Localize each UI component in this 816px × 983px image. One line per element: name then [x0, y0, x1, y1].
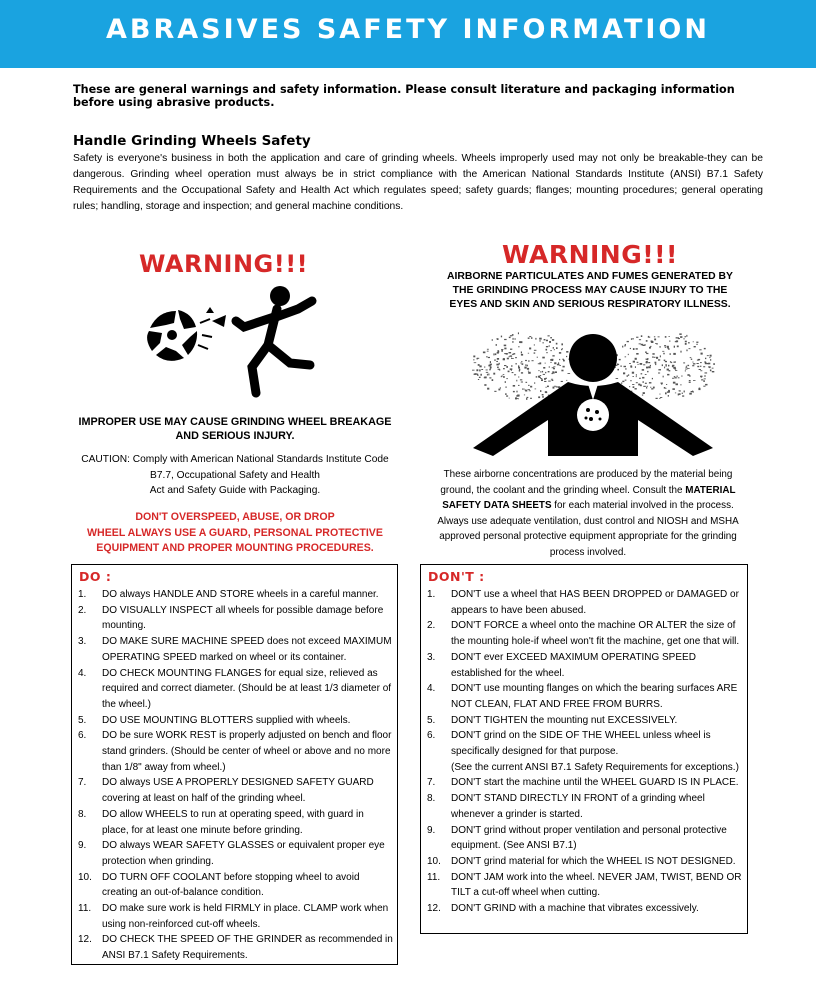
- list-item-number: 1.: [427, 589, 436, 600]
- list-item-text: DO MAKE SURE MACHINE SPEED does not exceed MAXIMUM OPERATING SPEED marked on wheel or its container.: [102, 636, 392, 663]
- list-item-number: 3.: [427, 651, 436, 663]
- list-item-text: DON'T use a wheel that HAS BEEN DROPPED or DAMAGED or appears to have been abused.: [451, 589, 739, 616]
- list-item-text: DON'T use mounting flanges on which the bearing surfaces ARE NOT CLEAN, FLAT AND FREE FROM BURRS.: [451, 683, 738, 710]
- list-item-text: DON'T TIGHTEN the mounting nut EXCESSIVELY.: [451, 714, 678, 726]
- list-item: [427, 618, 743, 649]
- warning-heading-left: WARNING!!!: [139, 250, 309, 278]
- do-title: DO :: [79, 569, 112, 584]
- section-title: Handle Grinding Wheels Safety: [73, 133, 311, 149]
- list-item-number: 5.: [427, 714, 436, 726]
- list-item-number: 3.: [78, 636, 87, 648]
- dont-list: [427, 587, 743, 917]
- list-item-text: DO CHECK MOUNTING FLANGES for equal size, relieved as required and correct diameter. (Should be at least 1/3 diameter of the wheel.): [102, 667, 392, 710]
- list-item-number: 2.: [78, 604, 87, 616]
- list-item: [427, 791, 743, 822]
- list-item: [427, 775, 743, 791]
- list-item: [78, 603, 393, 634]
- list-item-text: DON'T STAND DIRECTLY IN FRONT of a grinding wheel whenever a grinder is started.: [451, 793, 705, 820]
- list-item: [78, 807, 393, 838]
- list-item-number: 11.: [78, 903, 92, 915]
- list-item-number: 2.: [427, 620, 436, 632]
- page-title: ABRASIVES SAFETY INFORMATION: [106, 14, 710, 45]
- list-item: [427, 728, 743, 775]
- dont-box: [420, 564, 748, 934]
- list-item-text: DON'T grind material for which the WHEEL IS NOT DESIGNED.: [451, 855, 736, 867]
- list-item-number: 10.: [78, 871, 92, 883]
- list-item-number: 10.: [427, 855, 441, 867]
- intro-text: These are general warnings and safety information. Please consult literature and packaging information before using abrasive products.: [73, 83, 735, 109]
- list-item: [78, 713, 393, 729]
- list-item-text: DO VISUALLY INSPECT all wheels for possible damage before mounting.: [102, 604, 384, 632]
- caution-text: CAUTION: Comply with American National Standards Institute Code B7.7, Occupational Safety and Health Act and Safety Guide with Packaging.: [81, 454, 389, 496]
- list-item-number: 12.: [427, 903, 441, 915]
- list-item: [78, 870, 393, 901]
- list-item: [78, 901, 393, 932]
- list-item-text: DON'T FORCE a wheel onto the machine OR ALTER the size of the mounting hole-if wheel won't fit the machine, get one that will.: [451, 620, 740, 648]
- list-item-text: DON'T ever EXCEED MAXIMUM OPERATING SPEED established for the wheel.: [451, 651, 696, 679]
- list-item-number: 4.: [78, 667, 87, 679]
- respiratory-hazard-person-icon: [468, 320, 718, 460]
- list-item-number: 9.: [427, 824, 436, 836]
- list-item-number: 8.: [78, 808, 87, 820]
- list-item: [78, 587, 393, 603]
- dont-overspeed-text: DON'T OVERSPEED, ABUSE, OR DROP WHEEL ALWAYS USE A GUARD, PERSONAL PROTECTIVE EQUIPMENT AND PROPER MOUNTING PROCEDURES.: [87, 511, 383, 554]
- list-item-number: 12.: [78, 934, 92, 946]
- list-item-text: DO USE MOUNTING BLOTTERS supplied with wheels.: [102, 714, 351, 726]
- list-item-text: DO make sure work is held FIRMLY in place. CLAMP work when using non-reinforced cut-off wheels.: [102, 903, 389, 930]
- list-item-text: DON'T grind on the SIDE OF THE WHEEL unless wheel is specifically designed for that purpose. (See the current ANSI B7.1 Safety Requirements for exceptions.): [451, 730, 739, 773]
- list-item: [427, 901, 743, 917]
- list-item-text: DO always WEAR SAFETY GLASSES or equivalent proper eye protection when grinding.: [102, 840, 385, 867]
- list-item-text: DON'T JAM work into the wheel. NEVER JAM, TWIST, BEND OR TILT a cut-off wheel when cutting.: [451, 871, 742, 899]
- list-item-number: 11.: [427, 871, 441, 883]
- list-item-text: DO allow WHEELS to run at operating speed, with guard in place, for at least one minute before grinding.: [102, 808, 364, 836]
- dont-title: DON'T :: [428, 569, 485, 584]
- warning-heading-right: WARNING!!!: [502, 240, 678, 269]
- list-item-text: DO CHECK THE SPEED OF THE GRINDER as recommended in ANSI B7.1 Safety Requirements.: [102, 934, 393, 962]
- list-item-text: DO always USE A PROPERLY DESIGNED SAFETY GUARD covering at least on half of the grinding wheel.: [102, 777, 374, 805]
- do-box: [71, 564, 398, 965]
- list-item-number: 8.: [427, 793, 436, 805]
- list-item: [78, 728, 393, 775]
- airborne-concentrations-text: These airborne concentrations are produced by the material being ground, the coolant and the grinding wheel. Consult the MATERIAL SAFETY DATA SHEETS for each material involved in the process. Always use adequate ventilation, dust control and NIOSH and MSHA approved personal protective equipment appropriate for the grinding process involved.: [437, 469, 739, 558]
- wheel-breakage-person-icon: [140, 283, 325, 408]
- list-item-text: DO always HANDLE AND STORE wheels in a careful manner.: [102, 589, 379, 600]
- list-item-number: 7.: [427, 777, 436, 789]
- list-item: [427, 681, 743, 712]
- list-item: [427, 854, 743, 870]
- list-item: [78, 932, 393, 963]
- list-item: [78, 666, 393, 713]
- section-body: Safety is everyone's business in both the application and care of grinding wheels. Wheels improperly used may not only be breakable-they can be dangerous. Grinding wheel operation must always be in strict compliance with the American National Standards Institute (ANSI) B7.1 Safety Requirements and the Occupational Safety and Health Act which regulates speed; safety guards; flanges; mounting procedures; general operating rules; handling, storage and inspection; and general machine conditions.: [73, 153, 763, 212]
- list-item-text: DO TURN OFF COOLANT before stopping wheel to avoid creating an out-of-balance condition.: [102, 871, 360, 899]
- list-item-number: 7.: [78, 777, 87, 789]
- list-item-number: 5.: [78, 714, 87, 726]
- list-item-text: DON'T grind without proper ventilation and personal protective equipment. (See ANSI B7.1): [451, 824, 727, 852]
- list-item: [427, 823, 743, 854]
- list-item-number: 4.: [427, 683, 436, 695]
- list-item-number: 6.: [78, 730, 87, 742]
- improper-use-text: IMPROPER USE MAY CAUSE GRINDING WHEEL BREAKAGE AND SERIOUS INJURY.: [78, 416, 392, 442]
- list-item: [427, 587, 743, 618]
- list-item: [427, 650, 743, 681]
- list-item-text: DON'T GRIND with a machine that vibrates excessively.: [451, 903, 699, 915]
- airborne-warning-text: AIRBORNE PARTICULATES AND FUMES GENERATED BY THE GRINDING PROCESS MAY CAUSE INJURY TO THE EYES AND SKIN AND SERIOUS RESPIRATORY ILLNESS.: [447, 271, 733, 310]
- list-item: [427, 870, 743, 901]
- header-banner: [0, 0, 816, 68]
- list-item: [427, 713, 743, 729]
- list-item: [78, 838, 393, 869]
- list-item-number: 9.: [78, 840, 87, 852]
- list-item-number: 1.: [78, 589, 87, 600]
- list-item: [78, 634, 393, 665]
- list-item-text: DON'T start the machine until the WHEEL GUARD IS IN PLACE.: [451, 777, 739, 789]
- list-item: [78, 775, 393, 806]
- list-item-text: DO be sure WORK REST is properly adjusted on bench and floor stand grinders. (Should be center of wheel or above and no more than 1/8" away from wheel.): [102, 730, 392, 773]
- do-list: [78, 587, 393, 964]
- list-item-number: 6.: [427, 730, 436, 742]
